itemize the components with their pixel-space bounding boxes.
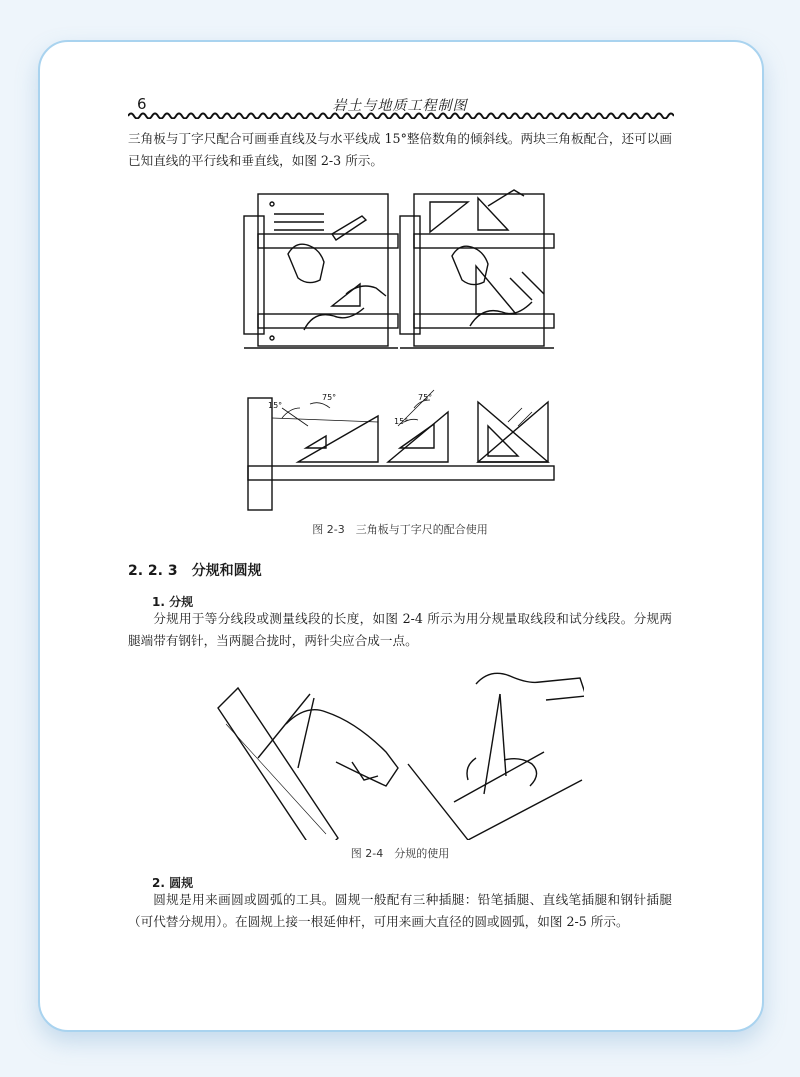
triangle-angle-diagram xyxy=(248,390,554,510)
header-rule xyxy=(128,111,674,119)
page-number: 6 xyxy=(137,95,147,113)
paragraph-1: 三角板与丁字尺配合可画垂直线及与水平线成 15°整倍数角的倾斜线。两块三角板配合，还可以画已知直线的平行线和垂直线，如图 2-3 所示。 xyxy=(128,131,672,168)
angle-label-15-right: 15° xyxy=(394,417,409,426)
figure-2-4-illustration xyxy=(214,664,584,840)
subsection-compass: 2. 圆规 xyxy=(152,876,194,890)
paragraph-2: 分规用于等分线段或测量线段的长度，如图 2-4 所示为用分规量取线段和试分线段。分规两腿端带有钢针，当两腿合拢时，两针尖应合成一点。 xyxy=(128,611,672,648)
section-heading: 2. 2. 3 分规和圆规 xyxy=(128,563,262,579)
running-title: 岩土与地质工程制图 xyxy=(332,98,468,114)
angle-label-75-left: 75° xyxy=(322,393,337,402)
subsection-dividers: 1. 分规 xyxy=(152,595,194,609)
paragraph-3: 圆规是用来画圆或圆弧的工具。圆规一般配有三种插腿：铅笔插腿、直线笔插腿和钢针插腿（可代替分规用）。在圆规上接一根延伸杆，可用来画大直径的圆或圆弧，如图 2-5 所示。 xyxy=(128,892,672,929)
angle-label-75-right: 75° xyxy=(418,393,433,402)
angle-label-15-left: 15° xyxy=(268,401,283,410)
drawing-board-right xyxy=(400,190,554,348)
dividers-measuring xyxy=(408,673,584,840)
figure-2-3-illustration xyxy=(238,186,560,512)
figure-2-3-caption: 图 2-3 三角板与丁字尺的配合使用 xyxy=(312,523,488,536)
figure-2-4-caption: 图 2-4 分规的使用 xyxy=(350,847,450,860)
drawing-board-left xyxy=(244,194,398,348)
dividers-with-ruler xyxy=(218,688,398,840)
